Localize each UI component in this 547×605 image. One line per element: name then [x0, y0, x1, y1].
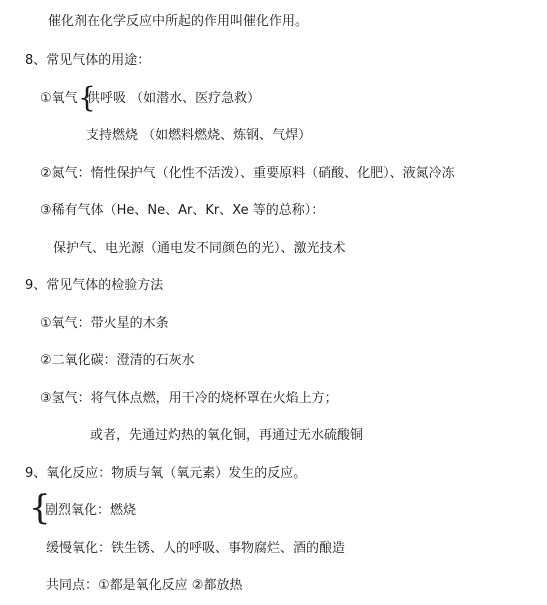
oxidation-common-points: 共同点：①都是氧化反应 ②都放热 [46, 578, 243, 593]
noble-gases-uses: 保护气、电光源（通电发不同颜色的光）、激光技术 [53, 241, 346, 256]
section-9-heading: 9、常见气体的检验方法 [25, 278, 164, 293]
brace-symbol: { [29, 488, 51, 528]
brace-symbol: { [78, 81, 96, 114]
oxidation-heading: 9、氧化反应：物质与氧（氧元素）发生的反应。 [25, 466, 307, 481]
hydrogen-test: ③氢气：将气体点燃，用干冷的烧杯罩在火焰上方； [40, 391, 338, 406]
nitrogen-uses: ②氮气：惰性保护气（化性不活泼）、重要原料（硝酸、化肥）、液氮冷冻 [40, 166, 455, 181]
violent-oxidation: 剧烈氧化：燃烧 [45, 503, 137, 518]
hydrogen-test-alt: 或者，先通过灼热的氧化铜，再通过无水硫酸铜 [90, 428, 364, 443]
noble-gases-heading: ③稀有气体（He、Ne、Ar、Kr、Xe 等的总称）： [40, 203, 325, 218]
oxygen-use-breathing: 供呼吸 （如潜水、医疗急救） [87, 91, 261, 106]
co2-test: ②二氧化碳：澄清的石灰水 [40, 353, 195, 368]
oxygen-use-combustion: 支持燃烧 （如燃料燃烧、炼钢、气焊） [86, 128, 312, 143]
section-8-heading: 8、常见气体的用途： [25, 53, 151, 68]
oxygen-label: ①氧气 [40, 91, 78, 106]
catalysis-definition: 催化剂在化学反应中所起的作用叫催化作用。 [48, 14, 309, 29]
oxygen-test: ①氧气：带火星的木条 [40, 316, 169, 331]
slow-oxidation: 缓慢氧化：铁生锈、人的呼吸、事物腐烂、酒的酿造 [46, 541, 346, 556]
